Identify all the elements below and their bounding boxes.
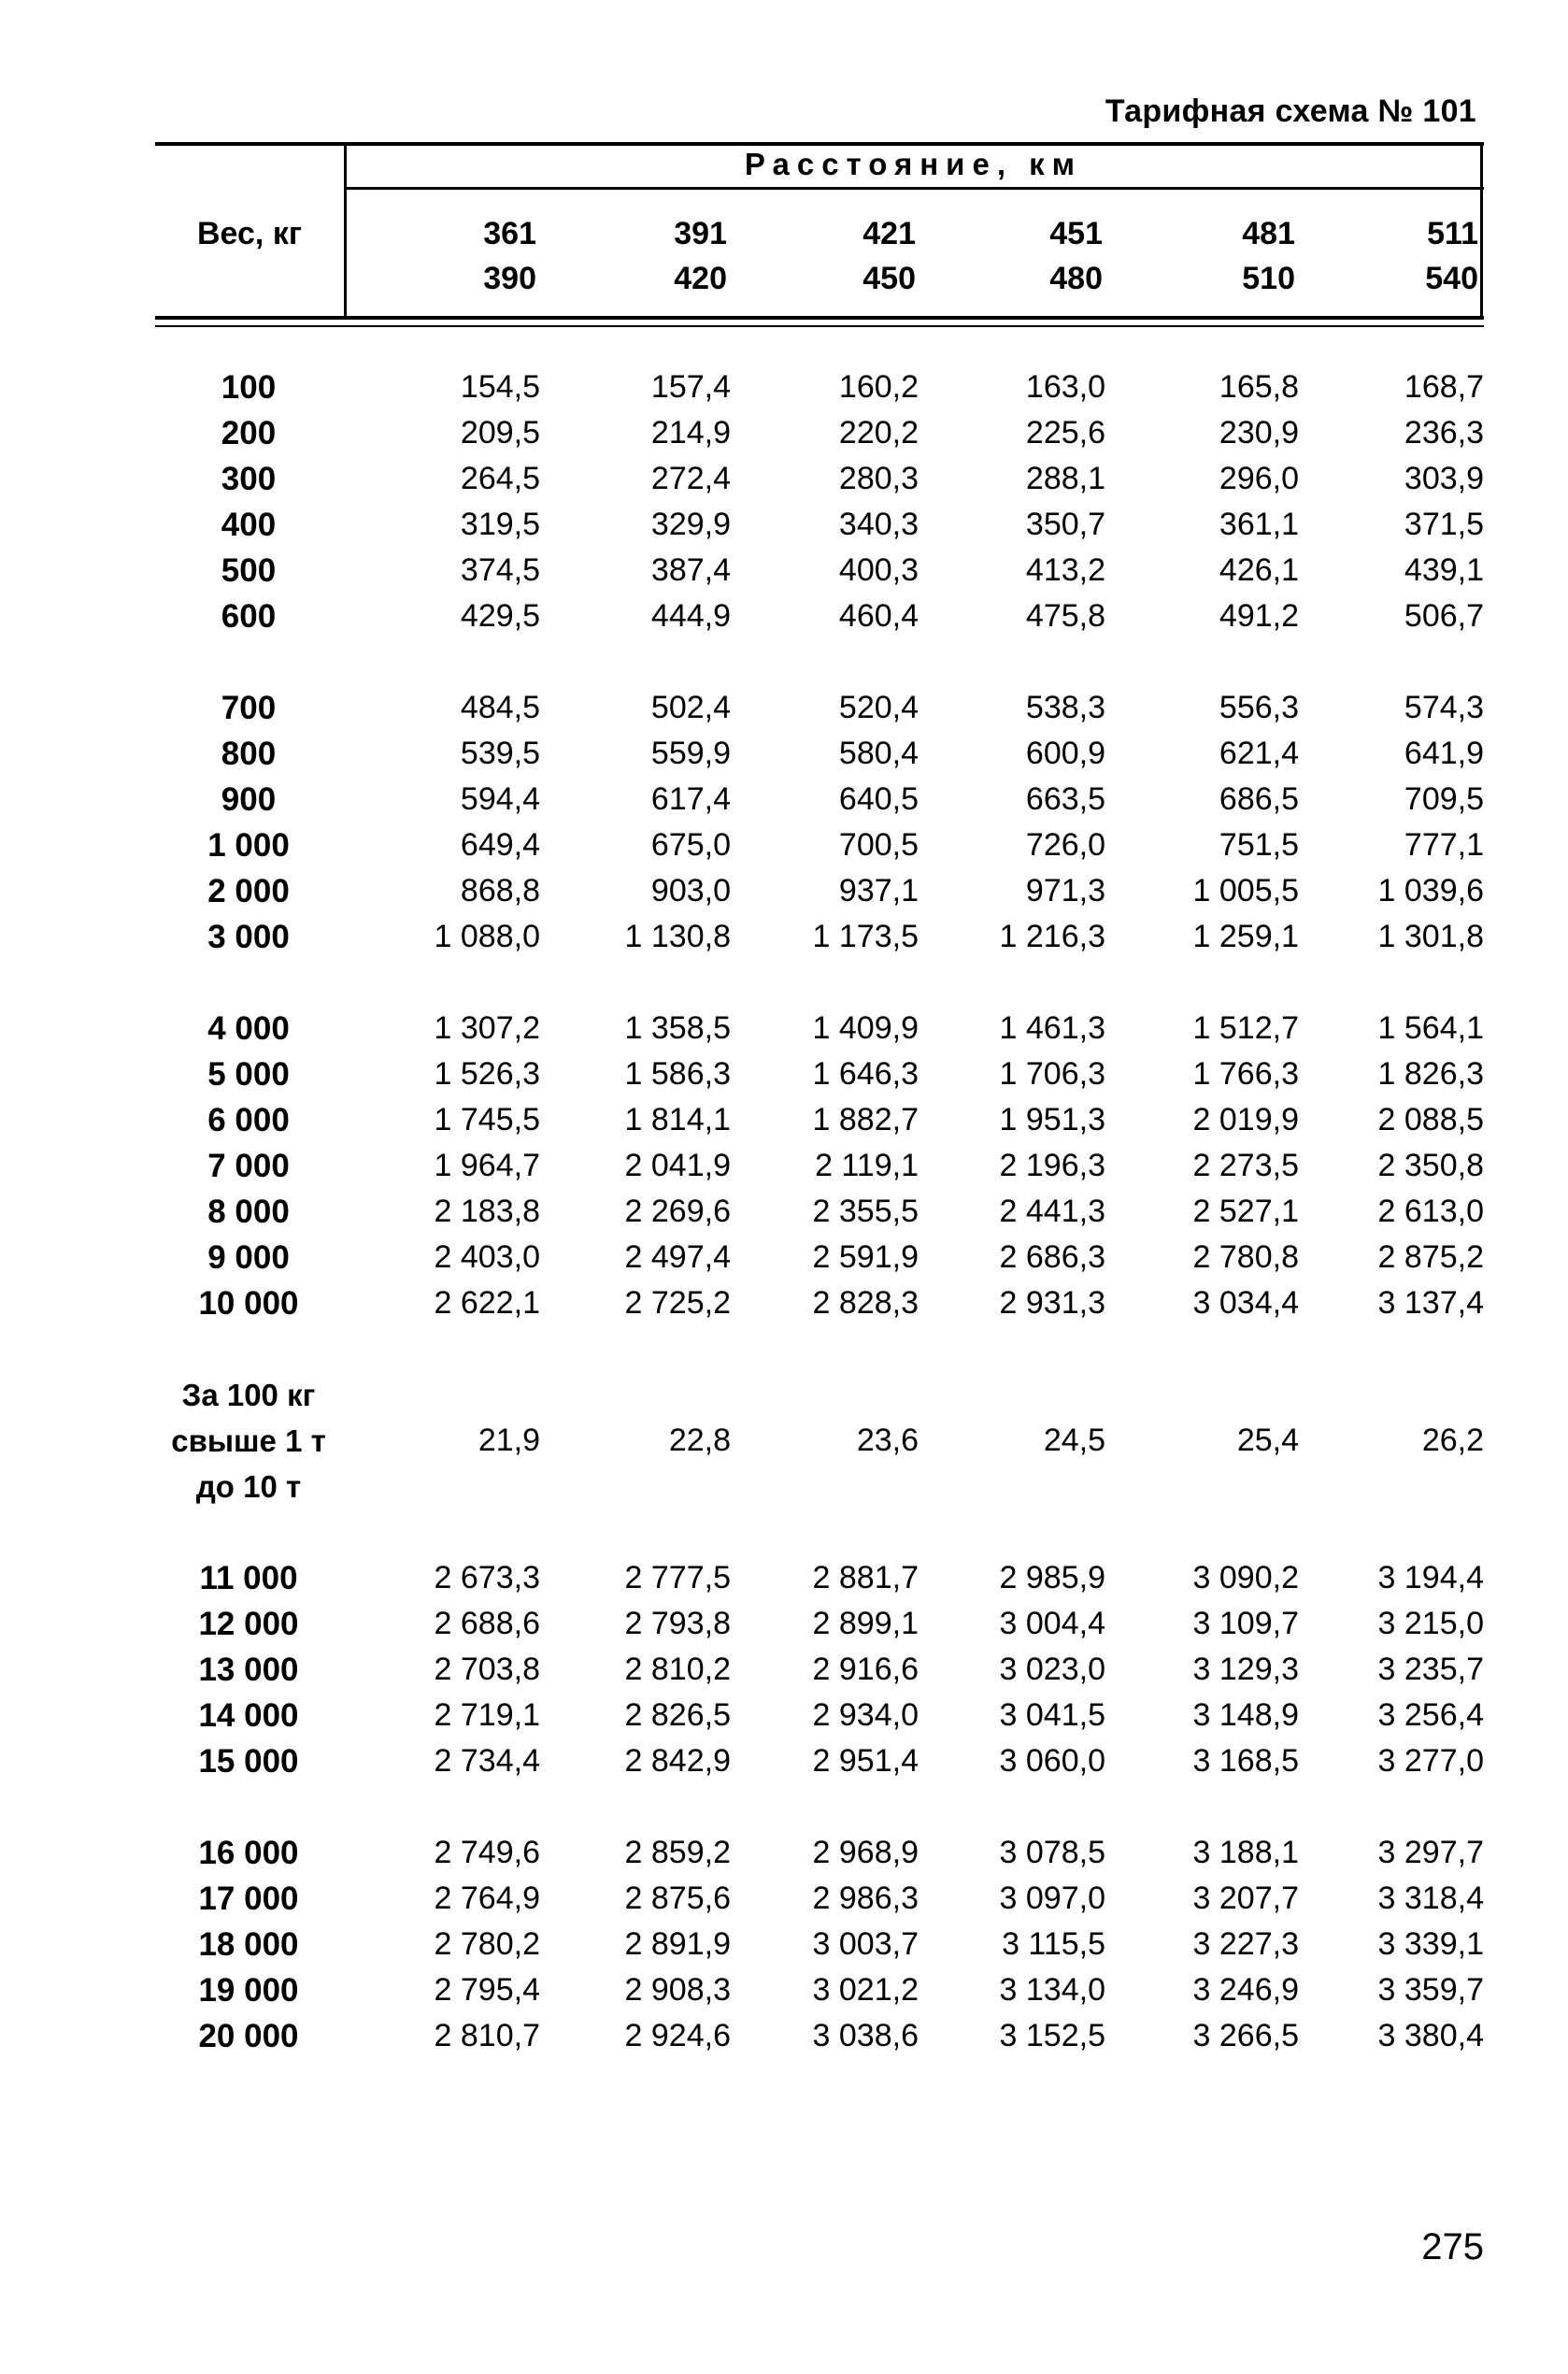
table-row bbox=[155, 1647, 1484, 1693]
tariff-cell: 2 591,9 bbox=[812, 1239, 919, 1275]
per-100kg-label bbox=[155, 1372, 342, 1509]
distance-to: 540 bbox=[1425, 261, 1478, 296]
table-row bbox=[155, 1097, 1484, 1143]
weight-cell: 1 000 bbox=[207, 827, 290, 864]
distance-column-header bbox=[596, 211, 727, 305]
table-row bbox=[155, 685, 1484, 731]
tariff-cell: 225,6 bbox=[1025, 415, 1105, 450]
distance-from: 361 bbox=[483, 216, 536, 251]
tariff-cell: 2 968,9 bbox=[812, 1835, 919, 1870]
per-100kg-rate-cell: 26,2 bbox=[1421, 1423, 1484, 1458]
weight-cell: 700 bbox=[221, 690, 277, 726]
table-row bbox=[155, 1693, 1484, 1738]
tariff-cell: 2 881,7 bbox=[812, 1560, 919, 1595]
tariff-cell: 971,3 bbox=[1025, 873, 1105, 908]
tariff-cell: 1 301,8 bbox=[1377, 919, 1484, 954]
table-row bbox=[155, 1876, 1484, 1922]
weight-cell: 15 000 bbox=[198, 1743, 299, 1780]
tariff-cell: 3 168,5 bbox=[1192, 1743, 1299, 1779]
tariff-cell: 2 019,9 bbox=[1192, 1102, 1299, 1137]
tariff-cell: 2 916,6 bbox=[812, 1652, 919, 1687]
tariff-cell: 1 259,1 bbox=[1192, 919, 1299, 954]
distance-from: 391 bbox=[674, 216, 727, 251]
table-header bbox=[155, 142, 1484, 325]
tariff-cell: 709,5 bbox=[1404, 781, 1484, 817]
per-100kg-label-line: За 100 кг bbox=[181, 1378, 316, 1412]
per-100kg-rate-cell: 25,4 bbox=[1236, 1423, 1299, 1458]
distance-from: 421 bbox=[862, 216, 916, 251]
tariff-cell: 3 041,5 bbox=[999, 1697, 1105, 1733]
header-bottom-rule-thin bbox=[155, 325, 1484, 327]
tariff-cell: 280,3 bbox=[838, 461, 919, 496]
tariff-cell: 600,9 bbox=[1025, 736, 1105, 771]
tariff-cell: 1 951,3 bbox=[999, 1102, 1105, 1137]
tariff-cell: 3 297,7 bbox=[1377, 1835, 1484, 1870]
tariff-cell: 2 497,4 bbox=[624, 1239, 731, 1275]
tariff-cell: 726,0 bbox=[1025, 827, 1105, 863]
tariff-cell: 506,7 bbox=[1404, 598, 1484, 634]
tariff-cell: 1 526,3 bbox=[434, 1056, 540, 1092]
tariff-cell: 3 318,4 bbox=[1377, 1881, 1484, 1916]
tariff-cell: 2 891,9 bbox=[624, 1926, 731, 1962]
weight-cell: 20 000 bbox=[198, 2018, 299, 2054]
weight-cell: 3 000 bbox=[207, 919, 290, 955]
per-100kg-rate-cell: 21,9 bbox=[478, 1423, 540, 1458]
tariff-cell: 539,5 bbox=[460, 736, 540, 771]
tariff-cell: 157,4 bbox=[650, 369, 731, 405]
distance-to: 480 bbox=[1049, 261, 1103, 296]
tariff-cell: 475,8 bbox=[1025, 598, 1105, 634]
tariff-cell: 2 119,1 bbox=[815, 1148, 919, 1183]
tariff-cell: 580,4 bbox=[838, 736, 919, 771]
tariff-cell: 663,5 bbox=[1025, 781, 1105, 817]
table-row bbox=[155, 1189, 1484, 1235]
weight-cell: 300 bbox=[221, 461, 277, 497]
tariff-cell: 1 826,3 bbox=[1377, 1056, 1484, 1092]
tariff-cell: 1 173,5 bbox=[812, 919, 919, 954]
tariff-cell: 1 005,5 bbox=[1192, 873, 1299, 908]
tariff-cell: 2 875,6 bbox=[624, 1881, 731, 1916]
weight-cell: 13 000 bbox=[198, 1652, 299, 1688]
tariff-cell: 3 207,7 bbox=[1192, 1881, 1299, 1916]
tariff-cell: 3 004,4 bbox=[999, 1606, 1105, 1641]
tariff-cell: 2 826,5 bbox=[624, 1697, 731, 1733]
tariff-cell: 2 810,7 bbox=[434, 2018, 540, 2053]
table-row bbox=[155, 1601, 1484, 1647]
tariff-cell: 2 441,3 bbox=[999, 1194, 1105, 1229]
table-row bbox=[155, 1280, 1484, 1326]
weight-cell: 800 bbox=[221, 736, 277, 772]
tariff-cell: 387,4 bbox=[650, 552, 731, 588]
per-100kg-rate-row bbox=[155, 1372, 1484, 1509]
tariff-cell: 903,0 bbox=[650, 873, 731, 908]
tariff-cell: 264,5 bbox=[460, 461, 540, 496]
tariff-cell: 444,9 bbox=[650, 598, 731, 634]
tariff-cell: 3 023,0 bbox=[999, 1652, 1105, 1687]
table-row bbox=[155, 1235, 1484, 1280]
per-100kg-rate-cell: 24,5 bbox=[1043, 1423, 1105, 1458]
table-row bbox=[155, 548, 1484, 594]
tariff-cell: 777,1 bbox=[1404, 827, 1484, 863]
tariff-cell: 2 780,8 bbox=[1192, 1239, 1299, 1275]
weight-cell: 16 000 bbox=[198, 1835, 299, 1871]
tariff-cell: 1 039,6 bbox=[1377, 873, 1484, 908]
tariff-cell: 3 266,5 bbox=[1192, 2018, 1299, 2053]
tariff-cell: 3 215,0 bbox=[1377, 1606, 1484, 1641]
tariff-cell: 2 934,0 bbox=[812, 1697, 919, 1733]
table-row bbox=[155, 365, 1484, 410]
tariff-cell: 1 646,3 bbox=[812, 1056, 919, 1092]
table-row bbox=[155, 1555, 1484, 1601]
tariff-cell: 3 246,9 bbox=[1192, 1972, 1299, 2008]
tariff-cell: 1 130,8 bbox=[624, 919, 731, 954]
tariff-cell: 2 780,2 bbox=[434, 1926, 540, 1962]
tariff-cell: 2 273,5 bbox=[1192, 1148, 1299, 1183]
tariff-cell: 329,9 bbox=[650, 507, 731, 542]
tariff-cell: 1 814,1 bbox=[624, 1102, 731, 1137]
weight-column-header: Вес, кг bbox=[197, 216, 302, 251]
tariff-cell: 2 686,3 bbox=[999, 1239, 1105, 1275]
weight-cell: 10 000 bbox=[198, 1285, 299, 1322]
page-number: 275 bbox=[1421, 2226, 1484, 2267]
tariff-cell: 236,3 bbox=[1404, 415, 1484, 450]
tariff-cell: 2 725,2 bbox=[624, 1285, 731, 1321]
tariff-cell: 2 931,3 bbox=[999, 1285, 1105, 1321]
tariff-cell: 1 706,3 bbox=[999, 1056, 1105, 1092]
table-row bbox=[155, 1006, 1484, 1051]
tariff-cell: 214,9 bbox=[650, 415, 731, 450]
distance-column-header bbox=[406, 211, 536, 305]
table-row bbox=[155, 914, 1484, 960]
tariff-cell: 2 269,6 bbox=[624, 1194, 731, 1229]
tariff-cell: 2 810,2 bbox=[624, 1652, 731, 1687]
tariff-cell: 3 359,7 bbox=[1377, 1972, 1484, 2008]
distance-from: 451 bbox=[1049, 216, 1103, 251]
tariff-cell: 3 060,0 bbox=[999, 1743, 1105, 1779]
tariff-cell: 160,2 bbox=[838, 369, 919, 405]
table-row bbox=[155, 1922, 1484, 1967]
tariff-cell: 1 745,5 bbox=[434, 1102, 540, 1137]
tariff-cell: 2 196,3 bbox=[999, 1148, 1105, 1183]
table-row bbox=[155, 1967, 1484, 2013]
distance-column-header bbox=[1164, 211, 1295, 305]
tariff-cell: 1 409,9 bbox=[812, 1010, 919, 1046]
table-row bbox=[155, 2013, 1484, 2059]
tariff-cell: 371,5 bbox=[1404, 507, 1484, 542]
weight-cell: 4 000 bbox=[207, 1010, 290, 1047]
tariff-cell: 3 137,4 bbox=[1377, 1285, 1484, 1321]
tariff-cell: 230,9 bbox=[1219, 415, 1299, 450]
weight-cell: 200 bbox=[221, 415, 277, 451]
tariff-cell: 2 986,3 bbox=[812, 1881, 919, 1916]
tariff-cell: 2 350,8 bbox=[1377, 1148, 1484, 1183]
per-100kg-label-line: до 10 т bbox=[195, 1469, 302, 1504]
tariff-cell: 3 021,2 bbox=[812, 1972, 919, 2008]
row-group-gap bbox=[155, 639, 1484, 685]
table-row bbox=[155, 1143, 1484, 1189]
tariff-cell: 426,1 bbox=[1219, 552, 1299, 588]
distance-column-header bbox=[785, 211, 916, 305]
tariff-cell: 2 828,3 bbox=[812, 1285, 919, 1321]
tariff-cell: 413,2 bbox=[1025, 552, 1105, 588]
weight-cell: 900 bbox=[221, 781, 277, 818]
tariff-cell: 165,8 bbox=[1219, 369, 1299, 405]
tariff-cell: 2 924,6 bbox=[624, 2018, 731, 2053]
tariff-cell: 3 034,4 bbox=[1192, 1285, 1299, 1321]
weight-cell: 11 000 bbox=[199, 1560, 298, 1596]
tariff-cell: 3 380,4 bbox=[1377, 2018, 1484, 2053]
distance-to: 390 bbox=[483, 261, 536, 296]
tariff-cell: 2 673,3 bbox=[434, 1560, 540, 1595]
table-row bbox=[155, 868, 1484, 914]
table-row bbox=[155, 594, 1484, 639]
tariff-cell: 649,4 bbox=[460, 827, 540, 863]
table-row bbox=[155, 456, 1484, 502]
tariff-cell: 3 003,7 bbox=[812, 1926, 919, 1962]
table-row bbox=[155, 410, 1484, 456]
tariff-cell: 594,4 bbox=[460, 781, 540, 817]
tariff-cell: 617,4 bbox=[650, 781, 731, 817]
tariff-cell: 2 041,9 bbox=[624, 1148, 731, 1183]
tariff-cell: 2 908,3 bbox=[624, 1972, 731, 2008]
tariff-cell: 2 355,5 bbox=[812, 1194, 919, 1229]
tariff-cell: 621,4 bbox=[1219, 736, 1299, 771]
weight-cell: 6 000 bbox=[207, 1102, 290, 1138]
tariff-cell: 700,5 bbox=[838, 827, 919, 863]
tariff-cell: 3 134,0 bbox=[999, 1972, 1105, 2008]
tariff-cell: 154,5 bbox=[460, 369, 540, 405]
tariff-table-body bbox=[155, 365, 1484, 2059]
tariff-cell: 400,3 bbox=[838, 552, 919, 588]
tariff-cell: 3 090,2 bbox=[1192, 1560, 1299, 1595]
header-right-border bbox=[1480, 142, 1483, 320]
tariff-cell: 374,5 bbox=[460, 552, 540, 588]
tariff-cell: 2 875,2 bbox=[1377, 1239, 1484, 1275]
tariff-cell: 3 277,0 bbox=[1377, 1743, 1484, 1779]
table-row bbox=[155, 731, 1484, 777]
tariff-cell: 3 194,4 bbox=[1377, 1560, 1484, 1595]
weight-cell: 14 000 bbox=[198, 1697, 299, 1734]
distance-from: 481 bbox=[1242, 216, 1295, 251]
tariff-cell: 3 227,3 bbox=[1192, 1926, 1299, 1962]
tariff-cell: 1 586,3 bbox=[624, 1056, 731, 1092]
tariff-cell: 209,5 bbox=[460, 415, 540, 450]
tariff-cell: 559,9 bbox=[650, 736, 731, 771]
tariff-cell: 1 512,7 bbox=[1192, 1010, 1299, 1046]
weight-cell: 7 000 bbox=[207, 1148, 290, 1184]
tariff-cell: 2 088,5 bbox=[1377, 1102, 1484, 1137]
tariff-cell: 868,8 bbox=[460, 873, 540, 908]
table-row bbox=[155, 777, 1484, 822]
tariff-cell: 491,2 bbox=[1219, 598, 1299, 634]
tariff-cell: 1 307,2 bbox=[434, 1010, 540, 1046]
tariff-cell: 2 622,1 bbox=[434, 1285, 540, 1321]
tariff-cell: 1 088,0 bbox=[434, 919, 540, 954]
tariff-cell: 2 951,4 bbox=[812, 1743, 919, 1779]
tariff-cell: 1 882,7 bbox=[812, 1102, 919, 1137]
header-sub-rule bbox=[344, 187, 1484, 190]
distance-to: 510 bbox=[1242, 261, 1295, 296]
tariff-cell: 2 899,1 bbox=[812, 1606, 919, 1641]
per-100kg-label-line: свыше 1 т bbox=[171, 1423, 326, 1458]
tariff-cell: 937,1 bbox=[838, 873, 919, 908]
tariff-cell: 1 564,1 bbox=[1377, 1010, 1484, 1046]
tariff-cell: 538,3 bbox=[1025, 690, 1105, 725]
tariff-cell: 1 461,3 bbox=[999, 1010, 1105, 1046]
tariff-cell: 520,4 bbox=[838, 690, 919, 725]
distance-to: 420 bbox=[674, 261, 727, 296]
weight-cell: 9 000 bbox=[207, 1239, 290, 1276]
tariff-cell: 163,0 bbox=[1025, 369, 1105, 405]
tariff-cell: 340,3 bbox=[838, 507, 919, 542]
row-group-gap bbox=[155, 1326, 1484, 1372]
tariff-cell: 1 216,3 bbox=[999, 919, 1105, 954]
table-row bbox=[155, 1830, 1484, 1876]
tariff-cell: 574,3 bbox=[1404, 690, 1484, 725]
tariff-cell: 319,5 bbox=[460, 507, 540, 542]
tariff-cell: 1 964,7 bbox=[434, 1148, 540, 1183]
tariff-cell: 3 256,4 bbox=[1377, 1697, 1484, 1733]
weight-cell: 100 bbox=[221, 369, 277, 406]
distance-group-label: Расстояние, км bbox=[744, 147, 1083, 181]
tariff-cell: 2 842,9 bbox=[624, 1743, 731, 1779]
tariff-cell: 3 152,5 bbox=[999, 2018, 1105, 2053]
tariff-cell: 3 188,1 bbox=[1192, 1835, 1299, 1870]
tariff-cell: 272,4 bbox=[650, 461, 731, 496]
tariff-cell: 3 078,5 bbox=[999, 1835, 1105, 1870]
tariff-cell: 2 403,0 bbox=[434, 1239, 540, 1275]
table-row bbox=[155, 1738, 1484, 1784]
table-row bbox=[155, 502, 1484, 548]
tariff-scheme-title: Тарифная схема № 101 bbox=[1105, 93, 1476, 129]
tariff-cell: 2 859,2 bbox=[624, 1835, 731, 1870]
tariff-cell: 2 764,9 bbox=[434, 1881, 540, 1916]
row-group-gap bbox=[155, 960, 1484, 1006]
tariff-cell: 641,9 bbox=[1404, 736, 1484, 771]
per-100kg-rate-cell: 22,8 bbox=[668, 1423, 731, 1458]
tariff-cell: 2 795,4 bbox=[434, 1972, 540, 2008]
tariff-cell: 2 183,8 bbox=[434, 1194, 540, 1229]
tariff-cell: 3 038,6 bbox=[812, 2018, 919, 2053]
row-group-gap bbox=[155, 1784, 1484, 1830]
tariff-cell: 2 719,1 bbox=[434, 1697, 540, 1733]
weight-cell: 500 bbox=[221, 552, 277, 589]
tariff-cell: 1 766,3 bbox=[1192, 1056, 1299, 1092]
tariff-cell: 2 734,4 bbox=[434, 1743, 540, 1779]
weight-cell: 400 bbox=[221, 507, 277, 543]
tariff-cell: 3 129,3 bbox=[1192, 1652, 1299, 1687]
tariff-cell: 2 613,0 bbox=[1377, 1194, 1484, 1229]
weight-cell: 12 000 bbox=[198, 1606, 299, 1642]
weight-cell: 18 000 bbox=[198, 1926, 299, 1963]
tariff-cell: 3 109,7 bbox=[1192, 1606, 1299, 1641]
header-bottom-rule bbox=[155, 316, 1484, 320]
tariff-cell: 675,0 bbox=[650, 827, 731, 863]
distance-column-header bbox=[1347, 211, 1478, 305]
tariff-cell: 220,2 bbox=[838, 415, 919, 450]
tariff-cell: 168,7 bbox=[1404, 369, 1484, 405]
tariff-cell: 350,7 bbox=[1025, 507, 1105, 542]
tariff-cell: 460,4 bbox=[838, 598, 919, 634]
weight-cell: 19 000 bbox=[198, 1972, 299, 2009]
table-row bbox=[155, 1051, 1484, 1097]
weight-cell: 5 000 bbox=[207, 1056, 290, 1093]
weight-cell: 8 000 bbox=[207, 1194, 290, 1230]
tariff-cell: 3 097,0 bbox=[999, 1881, 1105, 1916]
tariff-cell: 3 339,1 bbox=[1377, 1926, 1484, 1962]
tariff-cell: 439,1 bbox=[1404, 552, 1484, 588]
tariff-cell: 2 703,8 bbox=[434, 1652, 540, 1687]
tariff-cell: 3 115,5 bbox=[1002, 1926, 1105, 1962]
tariff-cell: 2 688,6 bbox=[434, 1606, 540, 1641]
tariff-cell: 2 527,1 bbox=[1192, 1194, 1299, 1229]
tariff-cell: 1 358,5 bbox=[624, 1010, 731, 1046]
weight-cell: 600 bbox=[221, 598, 277, 635]
tariff-cell: 288,1 bbox=[1025, 461, 1105, 496]
weight-cell: 2 000 bbox=[207, 873, 290, 909]
tariff-cell: 751,5 bbox=[1219, 827, 1299, 863]
tariff-cell: 303,9 bbox=[1404, 461, 1484, 496]
per-100kg-rate-cell: 23,6 bbox=[856, 1423, 919, 1458]
tariff-cell: 640,5 bbox=[838, 781, 919, 817]
tariff-cell: 3 235,7 bbox=[1377, 1652, 1484, 1687]
tariff-cell: 2 985,9 bbox=[999, 1560, 1105, 1595]
tariff-cell: 484,5 bbox=[460, 690, 540, 725]
tariff-cell: 3 148,9 bbox=[1192, 1697, 1299, 1733]
tariff-cell: 686,5 bbox=[1219, 781, 1299, 817]
tariff-cell: 2 793,8 bbox=[624, 1606, 731, 1641]
tariff-cell: 361,1 bbox=[1219, 507, 1299, 542]
tariff-cell: 429,5 bbox=[460, 598, 540, 634]
distance-to: 450 bbox=[862, 261, 916, 296]
tariff-cell: 296,0 bbox=[1219, 461, 1299, 496]
tariff-cell: 502,4 bbox=[650, 690, 731, 725]
table-row bbox=[155, 822, 1484, 868]
weight-cell: 17 000 bbox=[198, 1881, 299, 1917]
tariff-cell: 2 777,5 bbox=[624, 1560, 731, 1595]
row-group-gap bbox=[155, 1509, 1484, 1555]
tariff-cell: 2 749,6 bbox=[434, 1835, 540, 1870]
tariff-cell: 556,3 bbox=[1219, 690, 1299, 725]
distance-from: 511 bbox=[1427, 216, 1478, 251]
distance-column-header bbox=[972, 211, 1103, 305]
